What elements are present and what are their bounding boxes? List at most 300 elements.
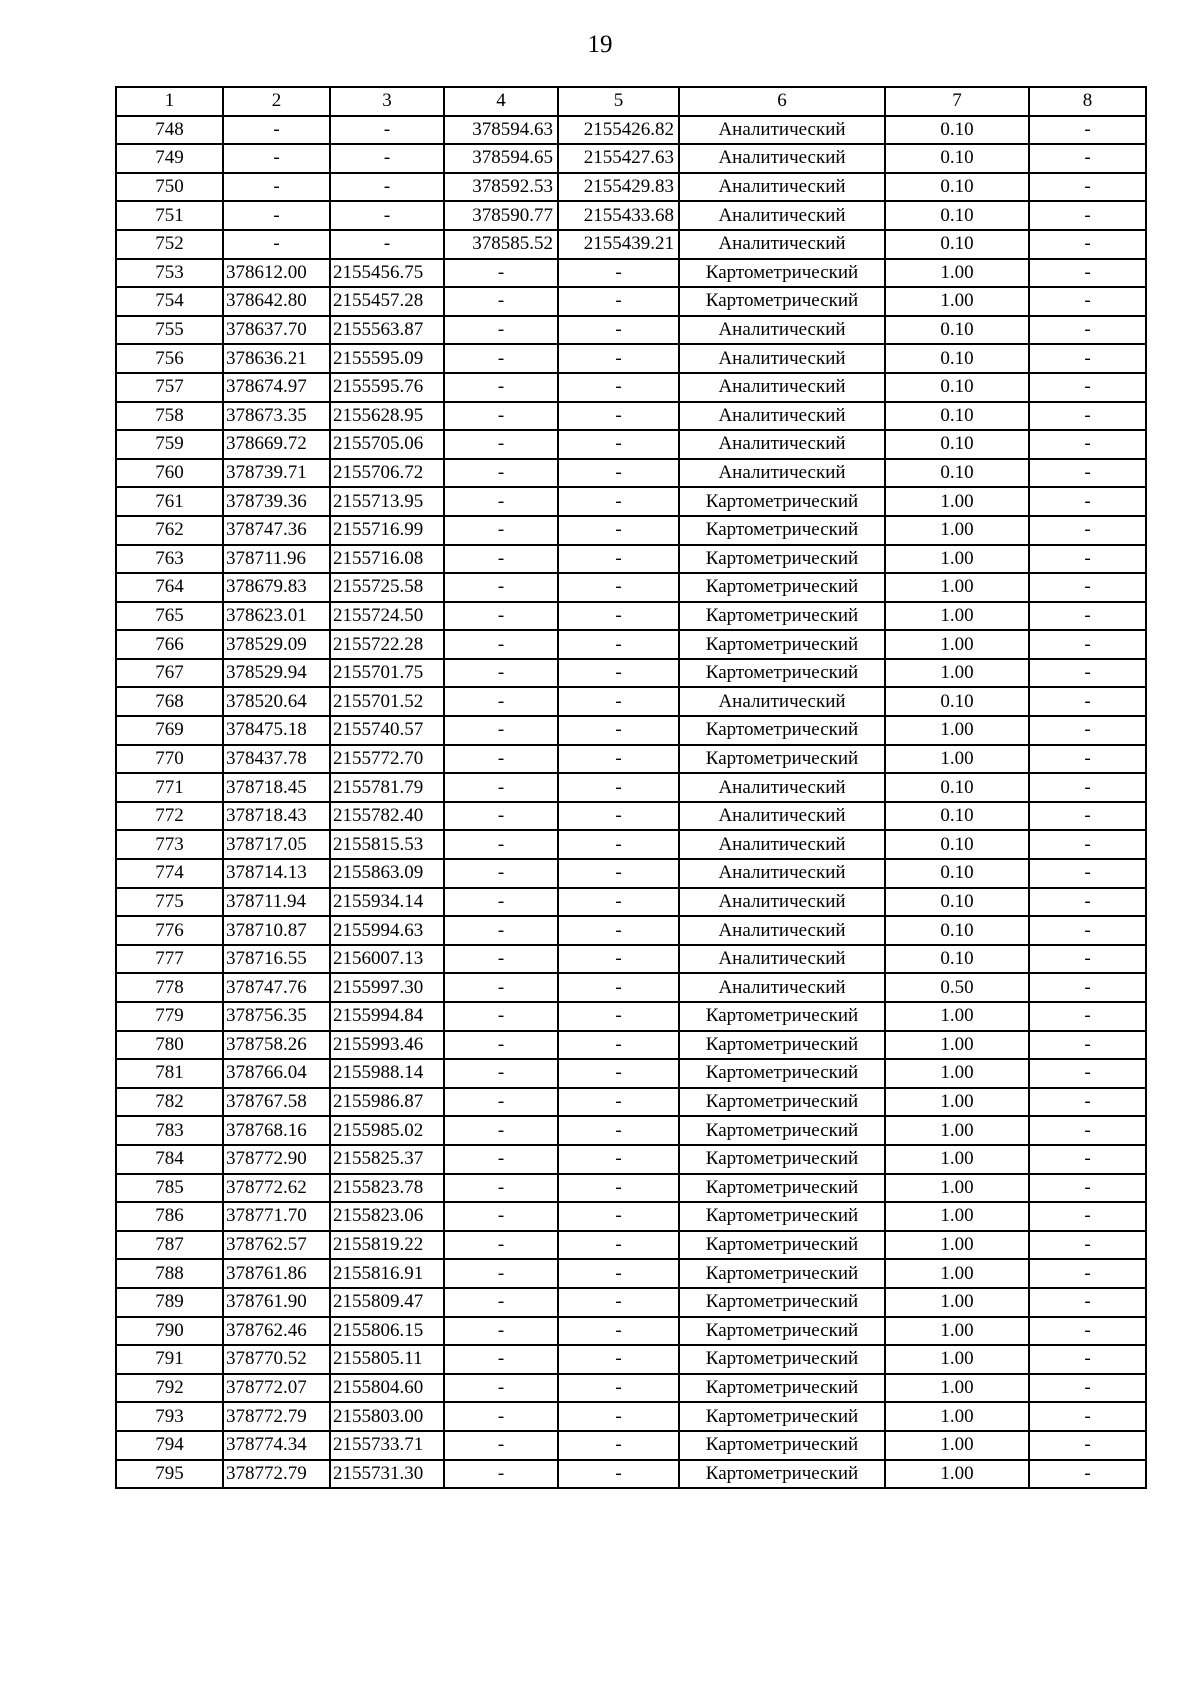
table-cell-col-5: - [558, 973, 679, 1002]
table-cell-col-5: - [558, 487, 679, 516]
table-cell-col-2: 378529.94 [223, 659, 330, 688]
table-cell-col-4: 378590.77 [444, 201, 558, 230]
table-cell-col-3: 2155986.87 [330, 1088, 444, 1117]
table-cell-col-8: - [1029, 916, 1146, 945]
table-cell-col-6: Аналитический [679, 916, 885, 945]
column-header-3: 3 [330, 87, 444, 116]
table-cell-col-3: 2155713.95 [330, 487, 444, 516]
table-cell-col-5: - [558, 687, 679, 716]
table-cell-col-3: 2155994.63 [330, 916, 444, 945]
table-cell-col-6: Аналитический [679, 173, 885, 202]
table-cell-col-7: 0.10 [885, 687, 1029, 716]
table-cell-col-8: - [1029, 802, 1146, 831]
table-cell-col-2: 378772.79 [223, 1460, 330, 1489]
table-cell-col-7: 1.00 [885, 1402, 1029, 1431]
table-cell-col-3: 2155701.52 [330, 687, 444, 716]
table-row [116, 602, 1146, 631]
table-cell-col-8: - [1029, 487, 1146, 516]
table-cell-col-1: 752 [116, 230, 223, 259]
table-cell-col-6: Картометрический [679, 1288, 885, 1317]
table-cell-col-5: - [558, 945, 679, 974]
table-cell-col-5: - [558, 602, 679, 631]
table-cell-col-1: 768 [116, 687, 223, 716]
table-cell-col-8: - [1029, 1031, 1146, 1060]
table-cell-col-4: - [444, 516, 558, 545]
table-cell-col-2: 378772.79 [223, 1402, 330, 1431]
table-cell-col-3: 2155706.72 [330, 459, 444, 488]
table-cell-col-4: - [444, 1202, 558, 1231]
table-cell-col-1: 795 [116, 1460, 223, 1489]
table-cell-col-2: 378739.36 [223, 487, 330, 516]
table-cell-col-6: Картометрический [679, 1088, 885, 1117]
table-row [116, 1002, 1146, 1031]
table-cell-col-5: - [558, 1231, 679, 1260]
table-cell-col-2: 378717.05 [223, 830, 330, 859]
table-cell-col-4: - [444, 1431, 558, 1460]
table-cell-col-4: - [444, 802, 558, 831]
table-cell-col-6: Картометрический [679, 745, 885, 774]
table-cell-col-1: 774 [116, 859, 223, 888]
table-cell-col-6: Картометрический [679, 1402, 885, 1431]
table-cell-col-8: - [1029, 1145, 1146, 1174]
table-cell-col-7: 0.10 [885, 344, 1029, 373]
table-cell-col-3: 2155816.91 [330, 1259, 444, 1288]
table-cell-col-4: - [444, 1402, 558, 1431]
table-cell-col-6: Картометрический [679, 516, 885, 545]
table-cell-col-3: 2155716.99 [330, 516, 444, 545]
table-cell-col-4: - [444, 1460, 558, 1489]
column-header-2: 2 [223, 87, 330, 116]
table-row [116, 116, 1146, 145]
table-cell-col-4: - [444, 1259, 558, 1288]
table-cell-col-6: Картометрический [679, 1116, 885, 1145]
table-cell-col-5: 2155429.83 [558, 173, 679, 202]
table-cell-col-7: 0.10 [885, 459, 1029, 488]
table-cell-col-5: - [558, 1145, 679, 1174]
table-cell-col-3: 2155457.28 [330, 287, 444, 316]
table-cell-col-2: 378747.76 [223, 973, 330, 1002]
table-cell-col-4: - [444, 945, 558, 974]
table-cell-col-4: - [444, 916, 558, 945]
table-cell-col-8: - [1029, 259, 1146, 288]
table-cell-col-1: 764 [116, 573, 223, 602]
table-header [116, 87, 1146, 116]
table-cell-col-4: - [444, 973, 558, 1002]
table-cell-col-2: 378714.13 [223, 859, 330, 888]
table-cell-col-7: 0.10 [885, 916, 1029, 945]
table-cell-col-4: 378585.52 [444, 230, 558, 259]
table-cell-col-5: - [558, 1288, 679, 1317]
table-cell-col-3: 2155805.11 [330, 1345, 444, 1374]
table-cell-col-3: 2155825.37 [330, 1145, 444, 1174]
column-header-4: 4 [444, 87, 558, 116]
table-row [116, 716, 1146, 745]
table-cell-col-2: 378771.70 [223, 1202, 330, 1231]
table-cell-col-2: 378612.00 [223, 259, 330, 288]
table-cell-col-4: - [444, 1345, 558, 1374]
table-cell-col-6: Картометрический [679, 573, 885, 602]
table-cell-col-7: 0.10 [885, 373, 1029, 402]
table-cell-col-5: - [558, 545, 679, 574]
table-cell-col-8: - [1029, 888, 1146, 917]
table-cell-col-1: 756 [116, 344, 223, 373]
table-cell-col-6: Аналитический [679, 430, 885, 459]
table-cell-col-3: 2155997.30 [330, 973, 444, 1002]
table-cell-col-2: 378711.94 [223, 888, 330, 917]
table-cell-col-7: 1.00 [885, 287, 1029, 316]
table-cell-col-8: - [1029, 859, 1146, 888]
table-cell-col-1: 777 [116, 945, 223, 974]
table-cell-col-3: 2155701.75 [330, 659, 444, 688]
table-cell-col-1: 782 [116, 1088, 223, 1117]
table-cell-col-6: Картометрический [679, 630, 885, 659]
table-cell-col-7: 0.10 [885, 945, 1029, 974]
table-cell-col-7: 1.00 [885, 630, 1029, 659]
table-cell-col-2: 378762.57 [223, 1231, 330, 1260]
table-cell-col-2: - [223, 116, 330, 145]
table-cell-col-3: - [330, 144, 444, 173]
table-row [116, 802, 1146, 831]
table-cell-col-6: Картометрический [679, 259, 885, 288]
table-row [116, 545, 1146, 574]
table-row [116, 659, 1146, 688]
table-cell-col-7: 0.10 [885, 859, 1029, 888]
table-cell-col-1: 769 [116, 716, 223, 745]
table-cell-col-2: 378437.78 [223, 745, 330, 774]
table-cell-col-3: - [330, 116, 444, 145]
table-row [116, 1145, 1146, 1174]
table-cell-col-2: 378679.83 [223, 573, 330, 602]
table-body [116, 116, 1146, 1489]
column-header-5: 5 [558, 87, 679, 116]
table-cell-col-1: 760 [116, 459, 223, 488]
table-cell-col-8: - [1029, 1059, 1146, 1088]
table-cell-col-4: - [444, 1088, 558, 1117]
table-cell-col-2: 378772.90 [223, 1145, 330, 1174]
table-cell-col-7: 1.00 [885, 1145, 1029, 1174]
table-cell-col-6: Аналитический [679, 459, 885, 488]
table-cell-col-5: - [558, 287, 679, 316]
table-cell-col-3: 2155803.00 [330, 1402, 444, 1431]
table-row [116, 373, 1146, 402]
table-cell-col-8: - [1029, 1402, 1146, 1431]
table-cell-col-7: 1.00 [885, 602, 1029, 631]
table-cell-col-6: Аналитический [679, 144, 885, 173]
table-cell-col-3: 2155740.57 [330, 716, 444, 745]
table-cell-col-5: - [558, 344, 679, 373]
table-cell-col-5: - [558, 630, 679, 659]
table-cell-col-8: - [1029, 1288, 1146, 1317]
table-cell-col-5: - [558, 1345, 679, 1374]
table-row [116, 1374, 1146, 1403]
table-cell-col-5: - [558, 1002, 679, 1031]
table-cell-col-7: 0.10 [885, 230, 1029, 259]
table-cell-col-1: 750 [116, 173, 223, 202]
table-cell-col-1: 790 [116, 1317, 223, 1346]
table-cell-col-4: - [444, 830, 558, 859]
table-row [116, 487, 1146, 516]
table-cell-col-4: - [444, 1174, 558, 1203]
table-cell-col-6: Аналитический [679, 373, 885, 402]
table-cell-col-1: 758 [116, 402, 223, 431]
table-cell-col-6: Картометрический [679, 1031, 885, 1060]
table-cell-col-8: - [1029, 344, 1146, 373]
table-cell-col-2: 378520.64 [223, 687, 330, 716]
table-row [116, 201, 1146, 230]
table-cell-col-4: - [444, 259, 558, 288]
table-cell-col-5: - [558, 316, 679, 345]
table-cell-col-1: 765 [116, 602, 223, 631]
table-cell-col-1: 763 [116, 545, 223, 574]
table-cell-col-1: 748 [116, 116, 223, 145]
table-row [116, 1031, 1146, 1060]
table-row [116, 1059, 1146, 1088]
table-cell-col-8: - [1029, 1259, 1146, 1288]
table-cell-col-1: 791 [116, 1345, 223, 1374]
table-cell-col-7: 1.00 [885, 1317, 1029, 1346]
table-cell-col-6: Картометрический [679, 1059, 885, 1088]
table-cell-col-3: 2155823.06 [330, 1202, 444, 1231]
table-cell-col-7: 1.00 [885, 1174, 1029, 1203]
table-cell-col-5: - [558, 1431, 679, 1460]
table-cell-col-1: 775 [116, 888, 223, 917]
table-cell-col-4: - [444, 1317, 558, 1346]
table-cell-col-1: 784 [116, 1145, 223, 1174]
table-cell-col-2: 378756.35 [223, 1002, 330, 1031]
table-cell-col-3: 2155716.08 [330, 545, 444, 574]
table-cell-col-6: Картометрический [679, 1231, 885, 1260]
table-cell-col-8: - [1029, 1002, 1146, 1031]
table-cell-col-3: 2155731.30 [330, 1460, 444, 1489]
table-cell-col-4: - [444, 287, 558, 316]
table-row [116, 402, 1146, 431]
table-cell-col-5: - [558, 1174, 679, 1203]
table-cell-col-2: 378772.62 [223, 1174, 330, 1203]
table-cell-col-4: - [444, 1288, 558, 1317]
table-cell-col-7: 0.10 [885, 144, 1029, 173]
table-cell-col-4: - [444, 459, 558, 488]
table-cell-col-2: 378623.01 [223, 602, 330, 631]
table-cell-col-2: 378761.90 [223, 1288, 330, 1317]
table-cell-col-5: - [558, 888, 679, 917]
table-row [116, 773, 1146, 802]
table-cell-col-7: 0.10 [885, 802, 1029, 831]
table-cell-col-5: 2155439.21 [558, 230, 679, 259]
table-cell-col-8: - [1029, 1431, 1146, 1460]
table-cell-col-3: 2155994.84 [330, 1002, 444, 1031]
table-cell-col-1: 785 [116, 1174, 223, 1203]
table-cell-col-1: 757 [116, 373, 223, 402]
table-cell-col-5: - [558, 516, 679, 545]
table-cell-col-7: 1.00 [885, 1116, 1029, 1145]
table-cell-col-3: 2155772.70 [330, 745, 444, 774]
table-cell-col-6: Аналитический [679, 773, 885, 802]
table-cell-col-1: 771 [116, 773, 223, 802]
table-cell-col-5: - [558, 830, 679, 859]
table-cell-col-6: Аналитический [679, 316, 885, 345]
table-cell-col-4: - [444, 716, 558, 745]
table-row [116, 1317, 1146, 1346]
table-cell-col-5: - [558, 1402, 679, 1431]
table-cell-col-7: 0.10 [885, 430, 1029, 459]
table-cell-col-5: - [558, 373, 679, 402]
table-row [116, 888, 1146, 917]
table-cell-col-8: - [1029, 716, 1146, 745]
table-row [116, 230, 1146, 259]
table-cell-col-1: 776 [116, 916, 223, 945]
table-cell-col-8: - [1029, 830, 1146, 859]
table-cell-col-6: Картометрический [679, 659, 885, 688]
table-cell-col-6: Картометрический [679, 1202, 885, 1231]
table-cell-col-5: - [558, 1460, 679, 1489]
table-row [116, 830, 1146, 859]
table-cell-col-7: 1.00 [885, 1345, 1029, 1374]
table-cell-col-6: Аналитический [679, 230, 885, 259]
table-cell-col-6: Аналитический [679, 859, 885, 888]
table-cell-col-3: 2155863.09 [330, 859, 444, 888]
table-cell-col-2: 378716.55 [223, 945, 330, 974]
table-cell-col-6: Аналитический [679, 344, 885, 373]
table-cell-col-8: - [1029, 201, 1146, 230]
table-cell-col-3: 2155628.95 [330, 402, 444, 431]
table-cell-col-3: 2155595.76 [330, 373, 444, 402]
table-cell-col-4: - [444, 630, 558, 659]
table-cell-col-3: 2155934.14 [330, 888, 444, 917]
table-cell-col-7: 0.10 [885, 773, 1029, 802]
table-cell-col-3: 2155988.14 [330, 1059, 444, 1088]
table-cell-col-6: Аналитический [679, 830, 885, 859]
table-cell-col-2: 378761.86 [223, 1259, 330, 1288]
table-row [116, 173, 1146, 202]
table-cell-col-6: Картометрический [679, 1431, 885, 1460]
table-cell-col-4: - [444, 545, 558, 574]
table-cell-col-4: - [444, 745, 558, 774]
table-row [116, 1345, 1146, 1374]
table-cell-col-4: - [444, 1116, 558, 1145]
table-cell-col-1: 793 [116, 1402, 223, 1431]
table-cell-col-7: 1.00 [885, 1202, 1029, 1231]
table-row [116, 316, 1146, 345]
table-cell-col-7: 0.50 [885, 973, 1029, 1002]
table-row [116, 1460, 1146, 1489]
table-cell-col-1: 786 [116, 1202, 223, 1231]
table-cell-col-5: 2155427.63 [558, 144, 679, 173]
table-cell-col-2: 378636.21 [223, 344, 330, 373]
table-row [116, 287, 1146, 316]
table-cell-col-4: - [444, 687, 558, 716]
table-cell-col-2: - [223, 230, 330, 259]
table-cell-col-1: 755 [116, 316, 223, 345]
table-cell-col-2: 378718.43 [223, 802, 330, 831]
table-cell-col-6: Аналитический [679, 802, 885, 831]
table-cell-col-5: - [558, 1031, 679, 1060]
table-cell-col-7: 1.00 [885, 1288, 1029, 1317]
table-cell-col-8: - [1029, 144, 1146, 173]
column-header-1: 1 [116, 87, 223, 116]
table-cell-col-6: Аналитический [679, 201, 885, 230]
table-cell-col-5: - [558, 1059, 679, 1088]
table-cell-col-8: - [1029, 173, 1146, 202]
table-cell-col-2: 378770.52 [223, 1345, 330, 1374]
table-cell-col-6: Картометрический [679, 716, 885, 745]
table-cell-col-4: - [444, 1002, 558, 1031]
table-cell-col-3: 2155722.28 [330, 630, 444, 659]
table-cell-col-3: 2155595.09 [330, 344, 444, 373]
table-cell-col-5: 2155426.82 [558, 116, 679, 145]
table-cell-col-5: - [558, 430, 679, 459]
table-cell-col-2: 378710.87 [223, 916, 330, 945]
table-cell-col-1: 751 [116, 201, 223, 230]
table-cell-col-1: 778 [116, 973, 223, 1002]
table-cell-col-4: 378594.63 [444, 116, 558, 145]
table-cell-col-7: 0.10 [885, 888, 1029, 917]
table-cell-col-7: 1.00 [885, 516, 1029, 545]
table-row [116, 1116, 1146, 1145]
table-cell-col-6: Картометрический [679, 1145, 885, 1174]
table-cell-col-2: - [223, 144, 330, 173]
table-cell-col-2: - [223, 201, 330, 230]
table-row [116, 687, 1146, 716]
table-row [116, 1088, 1146, 1117]
table-cell-col-7: 1.00 [885, 1088, 1029, 1117]
table-cell-col-2: 378766.04 [223, 1059, 330, 1088]
table-row [116, 916, 1146, 945]
table-cell-col-1: 766 [116, 630, 223, 659]
table-cell-col-6: Картометрический [679, 1259, 885, 1288]
table-cell-col-3: 2155724.50 [330, 602, 444, 631]
table-cell-col-3: - [330, 230, 444, 259]
table-cell-col-3: 2155781.79 [330, 773, 444, 802]
table-row [116, 630, 1146, 659]
table-cell-col-8: - [1029, 1116, 1146, 1145]
table-row [116, 516, 1146, 545]
table-cell-col-6: Картометрический [679, 1002, 885, 1031]
table-cell-col-6: Картометрический [679, 545, 885, 574]
table-cell-col-4: - [444, 859, 558, 888]
table-row [116, 459, 1146, 488]
table-cell-col-7: 1.00 [885, 259, 1029, 288]
table-cell-col-7: 1.00 [885, 1460, 1029, 1489]
table-cell-col-8: - [1029, 687, 1146, 716]
table-cell-col-3: - [330, 173, 444, 202]
table-cell-col-8: - [1029, 287, 1146, 316]
table-cell-col-5: - [558, 802, 679, 831]
table-cell-col-7: 0.10 [885, 402, 1029, 431]
table-cell-col-2: 378718.45 [223, 773, 330, 802]
table-cell-col-1: 789 [116, 1288, 223, 1317]
table-cell-col-5: - [558, 773, 679, 802]
table-cell-col-1: 759 [116, 430, 223, 459]
table-cell-col-4: 378592.53 [444, 173, 558, 202]
table-cell-col-7: 1.00 [885, 1002, 1029, 1031]
table-cell-col-1: 753 [116, 259, 223, 288]
table-cell-col-4: - [444, 344, 558, 373]
table-cell-col-7: 1.00 [885, 659, 1029, 688]
table-cell-col-5: - [558, 1317, 679, 1346]
table-cell-col-7: 1.00 [885, 716, 1029, 745]
table-row [116, 945, 1146, 974]
table-cell-col-4: - [444, 430, 558, 459]
table-cell-col-1: 761 [116, 487, 223, 516]
column-header-6: 6 [679, 87, 885, 116]
table-cell-col-4: - [444, 888, 558, 917]
table-cell-col-8: - [1029, 373, 1146, 402]
table-cell-col-5: - [558, 916, 679, 945]
table-cell-col-2: 378673.35 [223, 402, 330, 431]
table-cell-col-5: - [558, 1259, 679, 1288]
table-cell-col-3: 2155563.87 [330, 316, 444, 345]
table-cell-col-7: 0.10 [885, 830, 1029, 859]
